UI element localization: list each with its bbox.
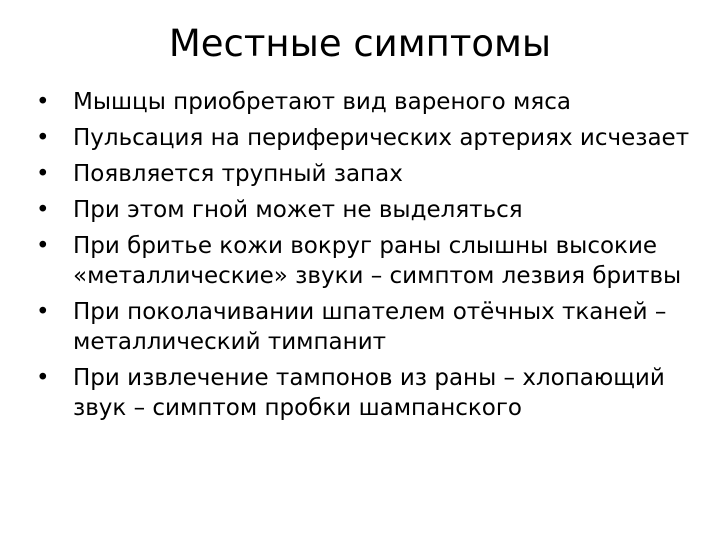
- bullet-item-tympanitis: [36, 297, 696, 357]
- bullet-item-razor-sign: [36, 231, 696, 291]
- bullet-text: При этом гной может не выделяться: [73, 197, 523, 223]
- bullet-icon: •: [36, 365, 50, 391]
- bullet-list: [36, 87, 696, 429]
- bullet-item-champagne-sign: [36, 363, 696, 423]
- bullet-icon: •: [36, 161, 50, 187]
- bullet-icon: •: [36, 89, 50, 115]
- bullet-icon: •: [36, 197, 50, 223]
- bullet-text: Пульсация на периферических артериях исчезает: [73, 125, 690, 151]
- bullet-item-pus: [36, 195, 696, 225]
- bullet-text: Мышцы приобретают вид вареного мяса: [73, 89, 571, 115]
- bullet-item-muscles: [36, 87, 696, 117]
- bullet-icon: •: [36, 125, 50, 151]
- slide-title: Местные симптомы: [168, 22, 552, 65]
- bullet-text: При поколачивании шпателем отёчных тканей – металлический тимпанит: [73, 299, 667, 355]
- bullet-item-odor: [36, 159, 696, 189]
- bullet-text: Появляется трупный запах: [73, 161, 403, 187]
- bullet-icon: •: [36, 299, 50, 325]
- bullet-text: При извлечение тампонов из раны – хлопающий звук – симптом пробки шампанского: [73, 365, 665, 421]
- bullet-item-pulsation: [36, 123, 696, 153]
- bullet-icon: •: [36, 233, 50, 259]
- bullet-text: При бритье кожи вокруг раны слышны высокие «металлические» звуки – симптом лезвия бритвы: [73, 233, 682, 289]
